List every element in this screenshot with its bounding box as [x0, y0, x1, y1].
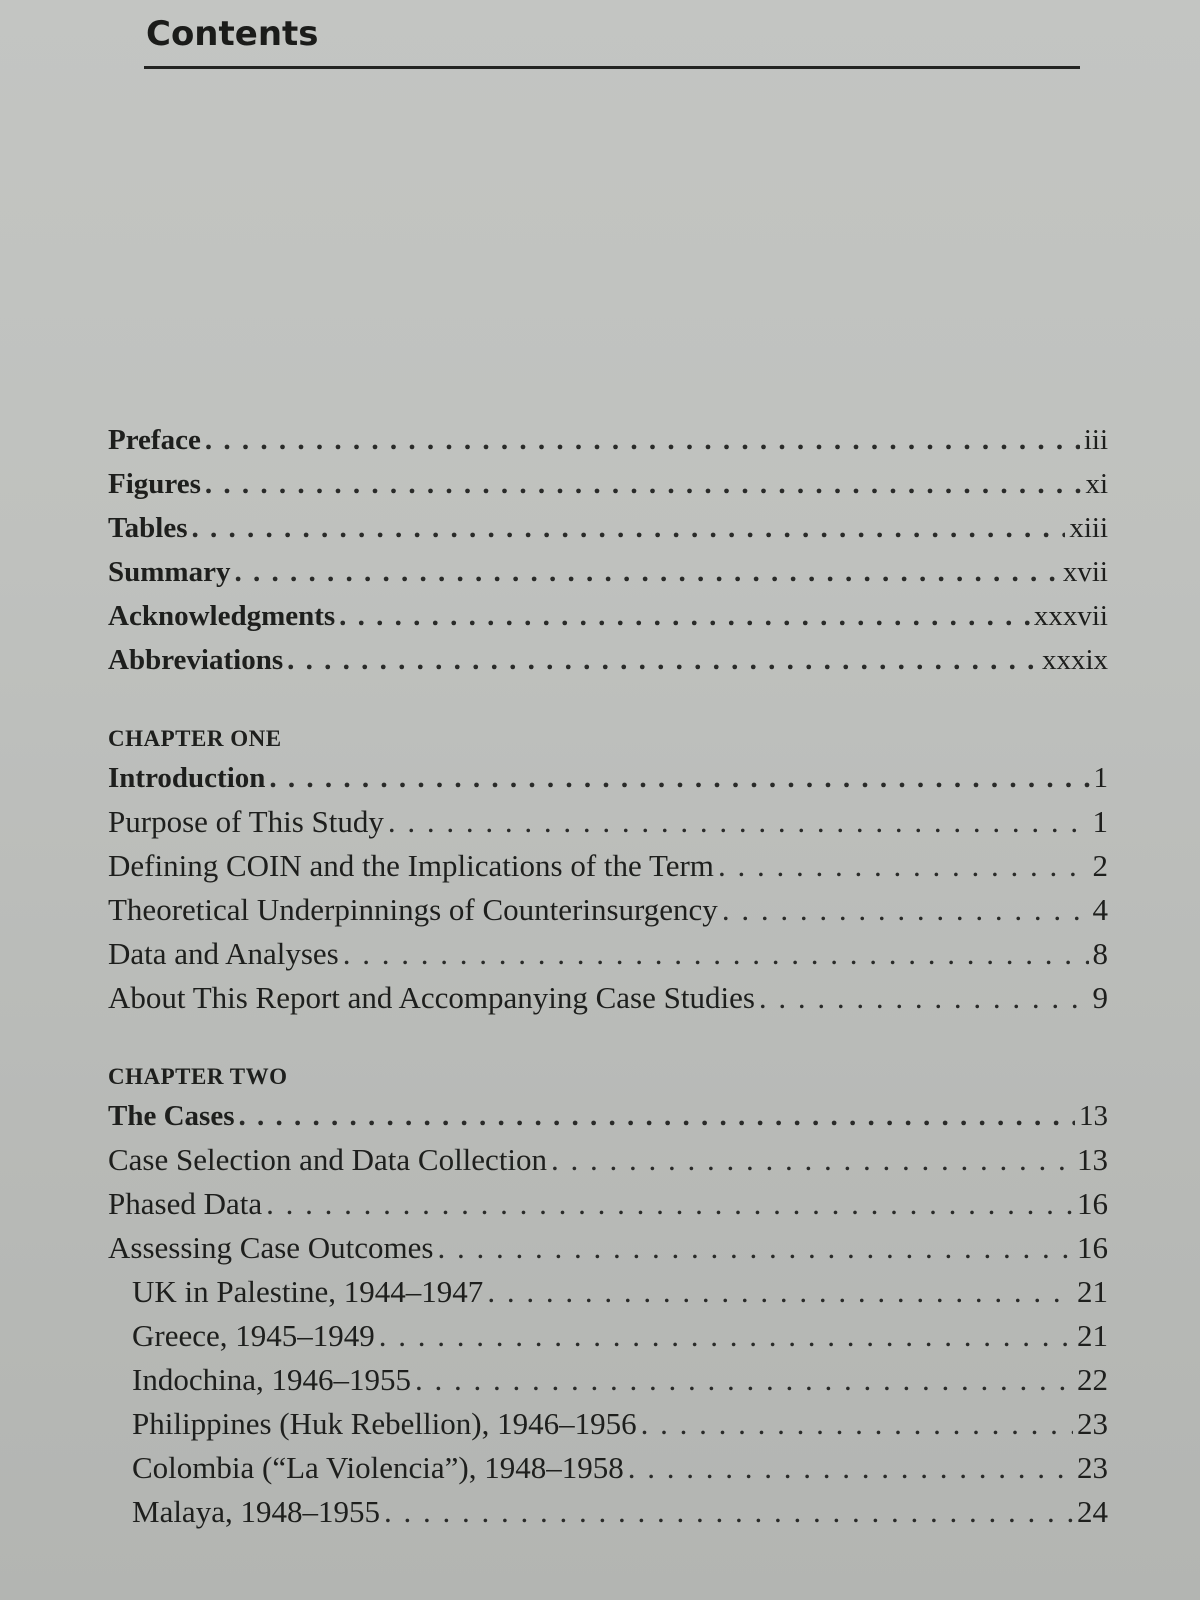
- entry-title: Theoretical Underpinnings of Counterinsurgency: [108, 892, 718, 927]
- entry-page: 24: [1077, 1494, 1108, 1529]
- entry-title: Case Selection and Data Collection: [108, 1142, 548, 1177]
- entry-page: 21: [1077, 1274, 1108, 1309]
- entry-page: xxxix: [1041, 644, 1108, 676]
- section-gap: [108, 682, 1108, 722]
- entry-title: Phased Data: [108, 1186, 263, 1221]
- toc-entry-the-cases[interactable]: [108, 1094, 1108, 1138]
- entry-page: 21: [1077, 1318, 1108, 1353]
- entry-title: Introduction: [108, 762, 266, 794]
- dot-leader: [415, 1358, 1073, 1402]
- entry-title: About This Report and Accompanying Case Studies: [108, 980, 755, 1015]
- dot-leader: [343, 932, 1089, 976]
- entry-title: Greece, 1945–1949: [132, 1318, 375, 1353]
- dot-leader: [192, 506, 1066, 550]
- dot-leader: [269, 756, 1089, 800]
- page-title: Contents: [146, 14, 319, 54]
- entry-title: Acknowledgments: [108, 600, 336, 632]
- dot-leader: [205, 462, 1082, 506]
- toc-entry-preface[interactable]: [108, 418, 1108, 462]
- entry-title: Tables: [108, 512, 188, 544]
- dot-leader: [628, 1446, 1073, 1490]
- entry-page: 9: [1092, 980, 1108, 1015]
- dot-leader: [437, 1226, 1073, 1270]
- entry-title: Figures: [108, 468, 201, 500]
- title-rule: [144, 66, 1080, 69]
- dot-leader: [339, 594, 1030, 638]
- toc-entry[interactable]: [108, 1182, 1108, 1226]
- entry-page: 1: [1093, 762, 1108, 794]
- entry-title: Assessing Case Outcomes: [108, 1230, 434, 1265]
- toc-entry-figures[interactable]: [108, 462, 1108, 506]
- toc-entry-introduction[interactable]: [108, 756, 1108, 800]
- entry-title: Malaya, 1948–1955: [132, 1494, 380, 1529]
- table-of-contents: [108, 418, 1108, 1534]
- dot-leader: [641, 1402, 1073, 1446]
- dot-leader: [238, 1094, 1075, 1138]
- entry-page: xiii: [1069, 512, 1108, 544]
- entry-title: Defining COIN and the Implications of the Term: [108, 848, 714, 883]
- entry-page: 13: [1077, 1142, 1108, 1177]
- entry-page: 16: [1077, 1230, 1108, 1265]
- toc-subentry[interactable]: [108, 1270, 1108, 1314]
- entry-page: 13: [1079, 1100, 1108, 1132]
- toc-subentry[interactable]: [108, 1358, 1108, 1402]
- dot-leader: [266, 1182, 1073, 1226]
- toc-entry[interactable]: [108, 932, 1108, 976]
- dot-leader: [287, 638, 1038, 682]
- entry-title: Summary: [108, 556, 231, 588]
- dot-leader: [487, 1270, 1073, 1314]
- dot-leader: [379, 1314, 1073, 1358]
- toc-entry[interactable]: [108, 800, 1108, 844]
- toc-subentry[interactable]: [108, 1314, 1108, 1358]
- entry-title: UK in Palestine, 1944–1947: [132, 1274, 484, 1309]
- entry-page: 22: [1077, 1362, 1108, 1397]
- entry-page: iii: [1083, 424, 1108, 456]
- entry-page: 8: [1092, 936, 1108, 971]
- toc-entry-tables[interactable]: [108, 506, 1108, 550]
- entry-title: Purpose of This Study: [108, 804, 384, 839]
- entry-page: 2: [1092, 848, 1108, 883]
- entry-title: Philippines (Huk Rebellion), 1946–1956: [132, 1406, 637, 1441]
- dot-leader: [718, 844, 1089, 888]
- entry-page: xxxvii: [1033, 600, 1108, 632]
- section-gap: [108, 1020, 1108, 1060]
- entry-title: Colombia (“La Violencia”), 1948–1958: [132, 1450, 624, 1485]
- toc-subentry[interactable]: [108, 1402, 1108, 1446]
- toc-entry-abbreviations[interactable]: [108, 638, 1108, 682]
- toc-subentry[interactable]: [108, 1446, 1108, 1490]
- dot-leader: [759, 976, 1089, 1020]
- entry-title: Abbreviations: [108, 644, 284, 676]
- entry-page: 1: [1092, 804, 1108, 839]
- dot-leader: [551, 1138, 1073, 1182]
- entry-page: 4: [1092, 892, 1108, 927]
- dot-leader: [722, 888, 1089, 932]
- toc-entry[interactable]: [108, 844, 1108, 888]
- entry-page: 23: [1077, 1450, 1108, 1485]
- chapter-two-label: CHAPTER TWO: [108, 1064, 288, 1089]
- entry-page: 16: [1077, 1186, 1108, 1221]
- toc-entry[interactable]: [108, 976, 1108, 1020]
- dot-leader: [234, 550, 1058, 594]
- entry-page: 23: [1077, 1406, 1108, 1441]
- toc-entry-summary[interactable]: [108, 550, 1108, 594]
- entry-title: Data and Analyses: [108, 936, 339, 971]
- entry-page: xvii: [1062, 556, 1108, 588]
- toc-entry[interactable]: [108, 1226, 1108, 1270]
- entry-title: Preface: [108, 424, 201, 456]
- entry-page: xi: [1085, 468, 1108, 500]
- entry-title: The Cases: [108, 1100, 235, 1132]
- toc-entry[interactable]: [108, 1138, 1108, 1182]
- dot-leader: [384, 1490, 1073, 1534]
- dot-leader: [205, 418, 1080, 462]
- toc-entry-acknowledgments[interactable]: [108, 594, 1108, 638]
- toc-subentry[interactable]: [108, 1490, 1108, 1534]
- dot-leader: [388, 800, 1089, 844]
- entry-title: Indochina, 1946–1955: [132, 1362, 411, 1397]
- toc-entry[interactable]: [108, 888, 1108, 932]
- chapter-one-label: CHAPTER ONE: [108, 726, 282, 751]
